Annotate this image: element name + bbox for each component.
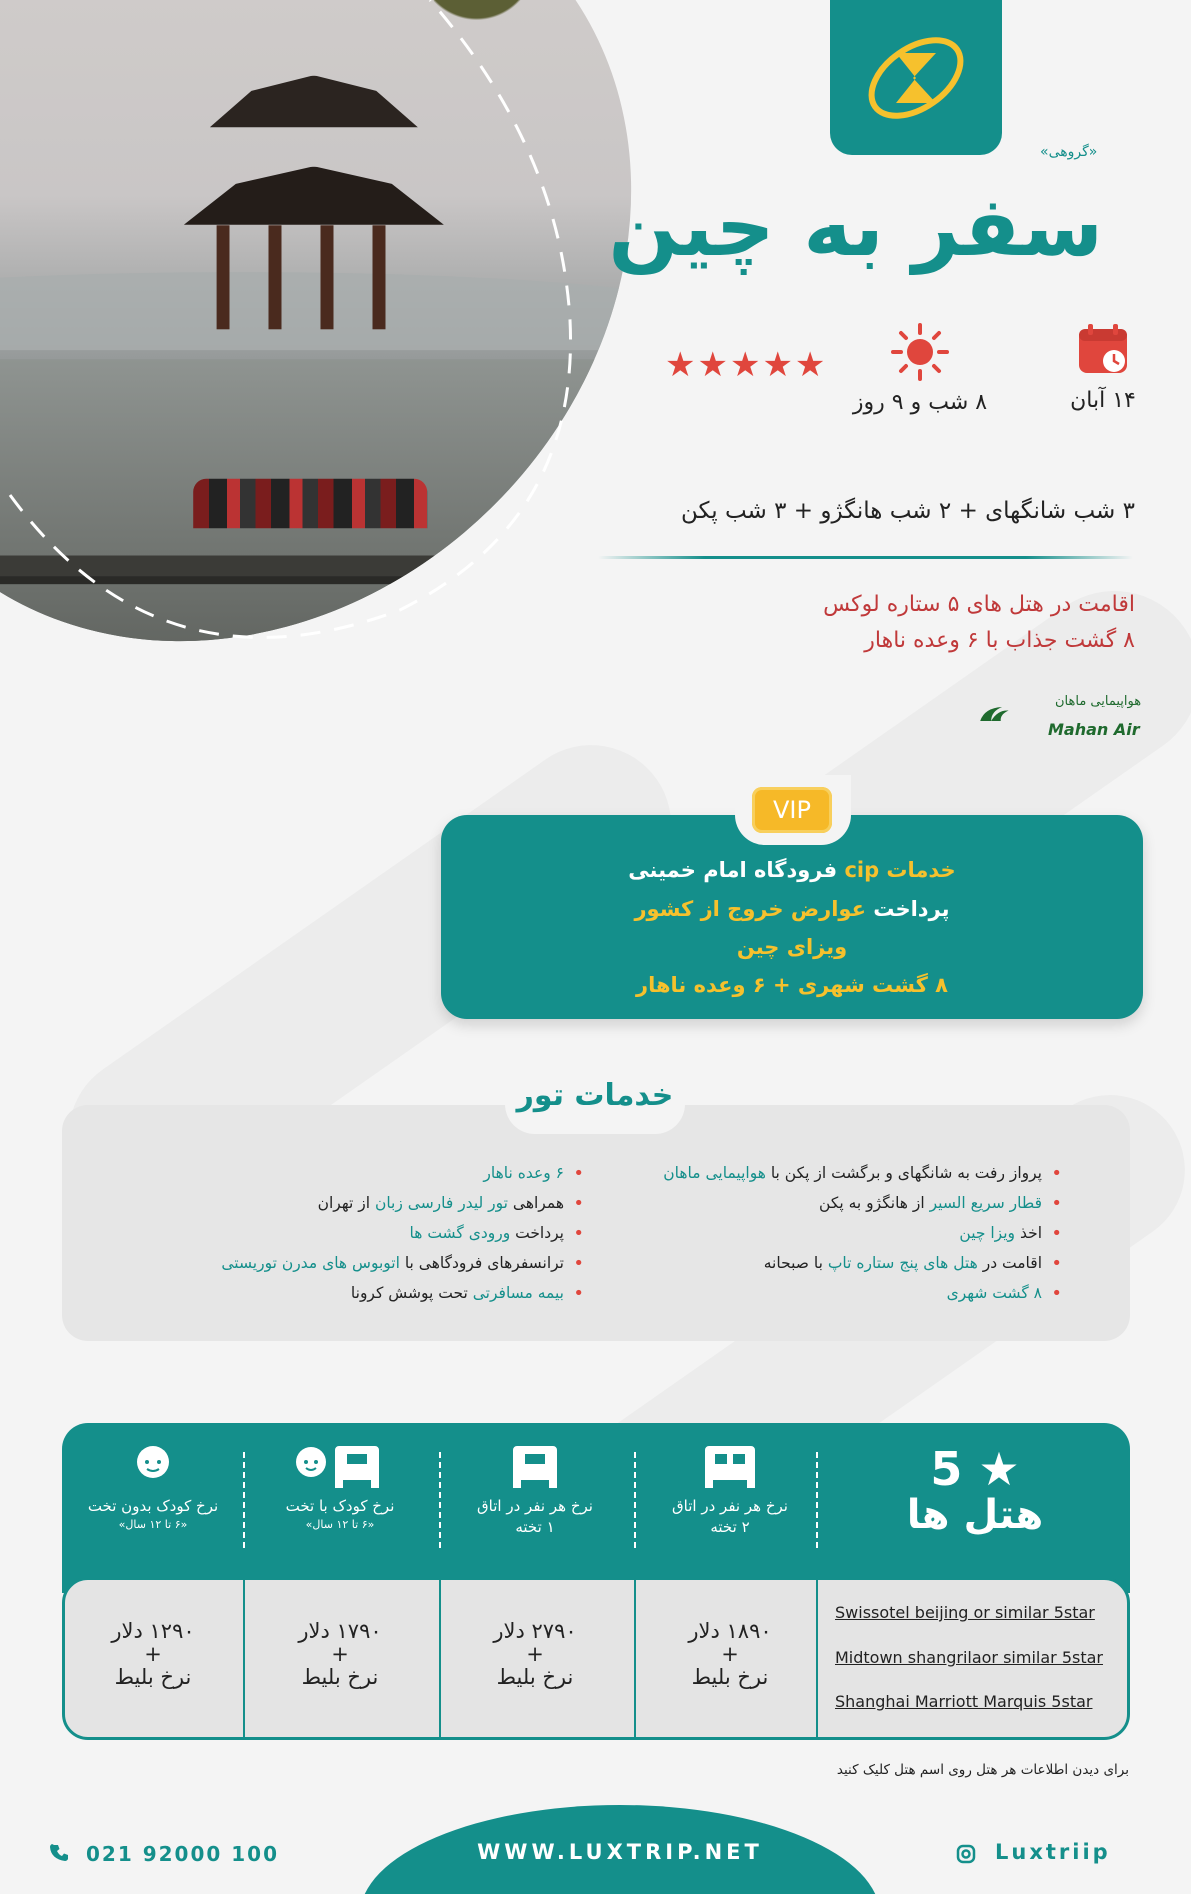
col-label: نرخ کودک بدون تخت (87, 1497, 219, 1515)
price-ticket: نرخ بلیط (301, 1665, 379, 1690)
phone-number[interactable]: 021 92000 100 (86, 1842, 280, 1866)
service-item (959, 1224, 1042, 1242)
vip-line-visa: ویزای چین (736, 935, 848, 959)
price-child-bed (265, 1620, 415, 1689)
single-bed-icon (511, 1442, 559, 1490)
date-text: ۱۴ آبان (1070, 388, 1136, 413)
service-text: قطار سریع السیر (929, 1194, 1042, 1212)
service-text: بیمه مسافرتی (472, 1284, 564, 1302)
service-text: اخذ (1015, 1224, 1042, 1242)
body-separator (816, 1580, 818, 1737)
logo-icon (861, 23, 971, 133)
price-value: ۱۷۹۰ دلار (298, 1619, 382, 1643)
star-icon: ★ (978, 1442, 1020, 1496)
price-ticket: نرخ بلیط (114, 1665, 192, 1690)
instagram-handle[interactable]: Luxtriip (995, 1840, 1111, 1864)
route-text: ۳ شب شانگهای + ۲ شب هانگژو + ۳ شب پکن (681, 498, 1135, 524)
page-title: سفر به چین (608, 180, 1103, 275)
body-separator (439, 1580, 441, 1737)
header-separator (439, 1452, 441, 1548)
price-plus: + (144, 1642, 162, 1667)
service-item (483, 1164, 564, 1182)
airline-name-en: Mahan Air (1048, 720, 1140, 739)
service-text: هواپیمایی ماهان (663, 1164, 766, 1182)
highlight-tours: ۸ گشت جذاب با ۶ وعده ناهار (864, 628, 1135, 653)
service-item (221, 1254, 564, 1272)
website-link[interactable]: WWW.LUXTRIP.NET (477, 1840, 763, 1864)
service-text: ورودی گشت ها (409, 1224, 511, 1242)
service-text: با صبحانه (763, 1254, 828, 1272)
brand-logo[interactable] (830, 0, 1002, 155)
service-item (318, 1194, 564, 1212)
body-separator (634, 1580, 636, 1737)
vip-badge: VIP (752, 787, 832, 833)
price-value: ۲۷۹۰ دلار (493, 1619, 577, 1643)
date-info (1048, 322, 1158, 413)
duration-text: ۸ شب و ۹ روز (852, 390, 988, 415)
service-text: از هانگژو به پکن (819, 1194, 930, 1212)
vip-text: خدمات (879, 858, 956, 882)
price-ticket: نرخ بلیط (496, 1665, 574, 1690)
service-item (663, 1164, 1042, 1182)
vip-text: cip (844, 858, 880, 882)
child-icon (133, 1442, 173, 1490)
col-sub: ۲ تخته (710, 1518, 750, 1536)
service-text: ۸ گشت شهری (946, 1284, 1042, 1302)
hotel-link-marriott[interactable]: Shanghai Marriott Marquis 5star (835, 1692, 1093, 1711)
service-item (819, 1194, 1042, 1212)
service-item (351, 1284, 564, 1302)
col-child-nobed (78, 1442, 228, 1532)
service-text: اقامت در (977, 1254, 1042, 1272)
vip-line-cip (441, 858, 1143, 882)
services-box (62, 1105, 1130, 1341)
service-text: تحت پوشش کرونا (350, 1284, 473, 1302)
price-child-nobed (78, 1620, 228, 1689)
service-item (410, 1224, 564, 1242)
double-bed-icon (703, 1442, 757, 1490)
calendar-icon (1076, 322, 1130, 376)
hotels-star-count (880, 1442, 1070, 1496)
group-tag: «گروهی» (1040, 144, 1098, 160)
col-sub: ۱ تخته (515, 1518, 555, 1536)
header-separator (816, 1452, 818, 1548)
body-separator (243, 1580, 245, 1737)
services-title: خدمات تور (516, 1078, 674, 1113)
child-bed-icon (295, 1442, 385, 1490)
service-text: ترانسفرهای فرودگاهی با (399, 1254, 564, 1272)
col-label: نرخ هر نفر در اتاق (477, 1497, 593, 1515)
phone-icon (50, 1843, 70, 1867)
header-separator (634, 1452, 636, 1548)
service-text: ویزا چین (959, 1224, 1016, 1242)
hotel-note: برای دیدن اطلاعات هر هتل روی اسم هتل کلیک کنید (836, 1762, 1129, 1778)
hotels-header (880, 1442, 1070, 1539)
price-plus: + (526, 1642, 544, 1667)
col-sub: «۶ تا ۱۲ سال» (305, 1518, 375, 1531)
price-ticket: نرخ بلیط (691, 1665, 769, 1690)
price-single (460, 1620, 610, 1689)
vip-text: پرداخت (865, 897, 950, 921)
highlight-hotels: اقامت در هتل های ۵ ستاره لوکس (823, 592, 1135, 617)
duration-info (840, 322, 1000, 415)
divider (598, 556, 1133, 559)
service-item (764, 1254, 1042, 1272)
price-plus: + (721, 1642, 739, 1667)
price-value: ۱۸۹۰ دلار (688, 1619, 772, 1643)
airline-name-fa: هواپیمایی ماهان (1055, 694, 1142, 709)
instagram-icon (956, 1844, 976, 1868)
price-plus: + (331, 1642, 349, 1667)
price-double (655, 1620, 805, 1689)
service-text: ۶ وعده ناهار (483, 1164, 564, 1182)
service-text: از تهران (317, 1194, 375, 1212)
service-text: پرواز رفت به شانگهای و برگشت از پکن با (765, 1164, 1042, 1182)
star-count: 5 (930, 1442, 963, 1496)
col-label: نرخ هر نفر در اتاق (672, 1497, 788, 1515)
service-text: همراهی (507, 1194, 564, 1212)
col-single (460, 1442, 610, 1538)
rating-stars: ★★★★★ (665, 345, 828, 385)
service-text: تور لیدر فارسی زبان (374, 1194, 508, 1212)
vip-text: عوارض خروج از کشور (634, 897, 866, 921)
mahan-air-icon (978, 690, 1048, 738)
hotels-label: هتل ها (906, 1492, 1044, 1539)
vip-text: فرودگاه امام خمینی (628, 858, 845, 882)
price-value: ۱۲۹۰ دلار (111, 1619, 195, 1643)
header-separator (243, 1452, 245, 1548)
dashed-outline (0, 0, 600, 680)
col-child-bed (265, 1442, 415, 1532)
service-text: هتل های پنج ستاره تاپ (827, 1254, 978, 1272)
col-sub: «۶ تا ۱۲ سال» (118, 1518, 188, 1531)
service-item (947, 1284, 1042, 1302)
col-label: نرخ کودک با تخت (285, 1497, 395, 1515)
hotel-link-swissotel[interactable]: Swissotel beijing or similar 5star (835, 1603, 1095, 1622)
hotel-link-shangrila[interactable]: Midtown shangrilaor similar 5star (835, 1648, 1103, 1667)
sun-icon (890, 322, 950, 382)
service-text: اتوبوس های مدرن توریستی (221, 1254, 400, 1272)
service-text: پرداخت (510, 1224, 564, 1242)
vip-line-tours: ۸ گشت شهری + ۶ وعده ناهار (636, 973, 948, 997)
vip-line-tax (441, 897, 1143, 921)
col-double (655, 1442, 805, 1538)
